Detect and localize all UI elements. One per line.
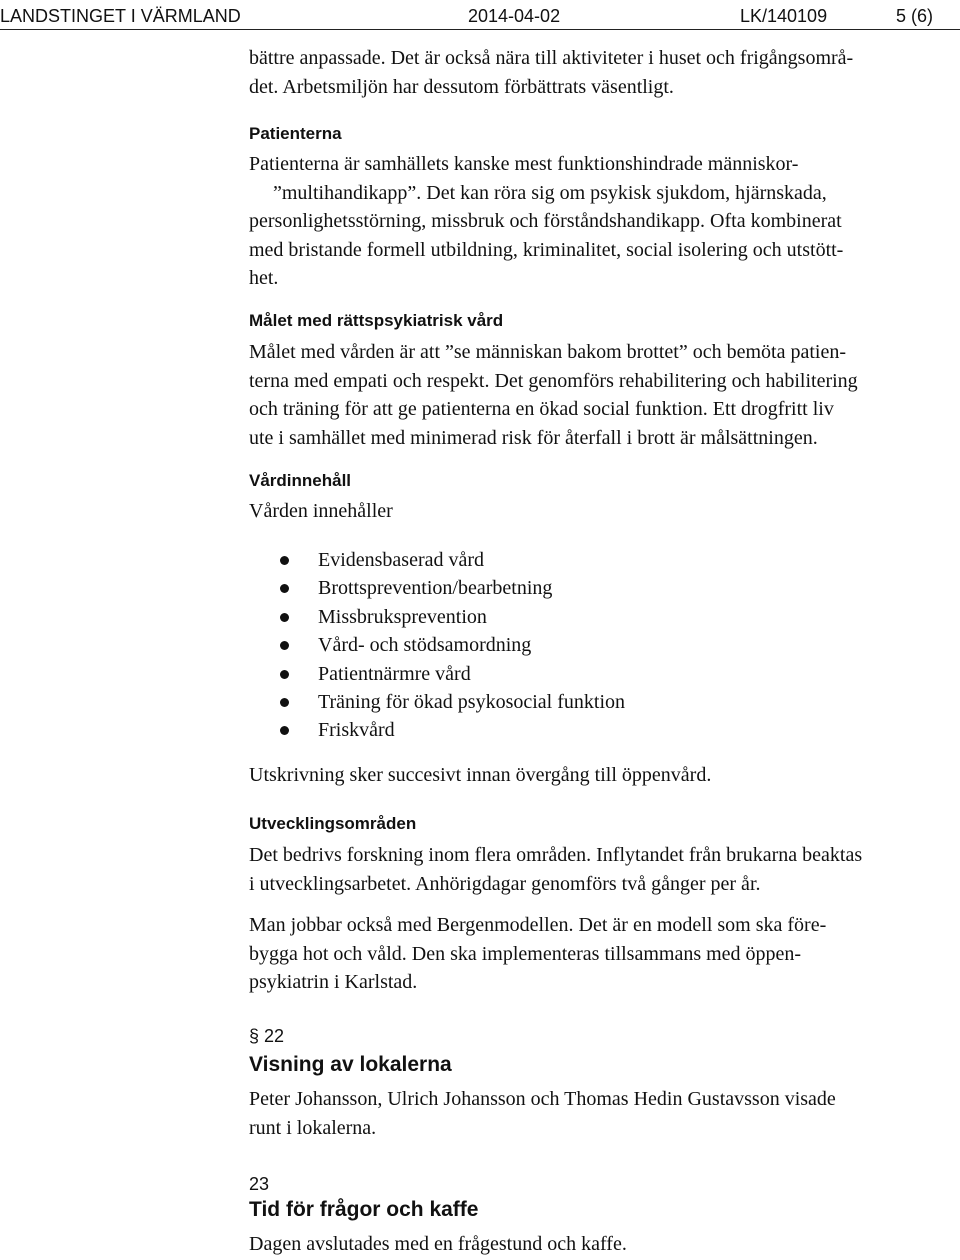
text-line: terna med empati och respekt. Det genomförs rehabilitering och habilitering <box>249 369 858 392</box>
text-line: det. Arbetsmiljön har dessutom förbättrats väsentligt. <box>249 75 674 98</box>
section-title-22: Visning av lokalerna <box>249 1053 452 1076</box>
bullet-icon <box>280 556 289 565</box>
heading-patienterna: Patienterna <box>249 124 342 143</box>
intro-paragraph <box>249 44 959 101</box>
text-line: Man jobbar också med Bergenmodellen. Det är en modell som ska före- <box>249 914 827 936</box>
bullet-icon <box>280 641 289 650</box>
text-line: runt i lokalerna. <box>249 1116 377 1139</box>
heading-malet: Målet med rättspsykiatrisk vård <box>249 311 504 330</box>
text-line: ”multihandikapp”. Det kan röra sig om psykisk sjukdom, hjärnskada, <box>273 181 827 204</box>
list-item: Friskvård <box>249 716 625 744</box>
header-date: 2014-04-02 <box>468 6 561 26</box>
text-line: bättre anpassade. Det är också nära till aktiviteter i huset och frigångsområ- <box>249 47 854 69</box>
text-line: Patienterna är samhällets kanske mest funktionshindrade människor- <box>249 153 799 175</box>
list-item: Vård- och stödsamordning <box>249 631 625 659</box>
section-23-paragraph: Dagen avslutades med en frågestund och kaffe. <box>249 1233 627 1255</box>
page-header <box>0 0 960 32</box>
patienterna-paragraph <box>249 150 959 293</box>
vardinnehall-outro: Utskrivning sker succesivt innan övergång till öppenvård. <box>249 764 712 786</box>
text-line: ute i samhället med minimerad risk för återfall i brott är målsättningen. <box>249 426 818 449</box>
header-page-number: 5 (6) <box>896 6 934 26</box>
header-organization: LANDSTINGET I VÄRMLAND <box>0 6 241 26</box>
list-item: Evidensbaserad vård <box>249 546 625 574</box>
section-title-23: Tid för frågor och kaffe <box>249 1198 479 1221</box>
header-divider <box>0 29 960 30</box>
utveckling-paragraph-2 <box>249 911 959 997</box>
section-number-22: § 22 <box>249 1026 285 1046</box>
list-item: Missbruksprevention <box>249 603 625 631</box>
heading-vardinnehall: Vårdinnehåll <box>249 471 352 490</box>
text-line: Det bedrivs forskning inom flera områden. Inflytandet från brukarna beaktas <box>249 844 863 866</box>
text-line: personlighetsstörning, missbruk och förståndshandikapp. Ofta kombinerat <box>249 210 842 232</box>
text-line: i utvecklingsarbetet. Anhörigdagar genomförs två gånger per år. <box>249 872 761 895</box>
text-line: med bristande formell utbildning, kriminalitet, social isolering och utstött- <box>249 238 844 261</box>
text-line: psykiatrin i Karlstad. <box>249 971 418 993</box>
bullet-icon <box>280 698 289 707</box>
heading-utveckling: Utvecklingsområden <box>249 814 417 833</box>
section-number-23: 23 <box>249 1174 270 1194</box>
list-item: Träning för ökad psykosocial funktion <box>249 688 625 716</box>
section-22-paragraph <box>249 1085 959 1142</box>
bullet-icon <box>280 726 289 735</box>
bullet-icon <box>280 670 289 679</box>
malet-paragraph <box>249 338 959 452</box>
header-reference: LK/140109 <box>740 6 828 26</box>
vardinnehall-intro: Vården innehåller <box>249 500 393 522</box>
bullet-icon <box>280 613 289 622</box>
text-line: bygga hot och våld. Den ska implementeras tillsammans med öppen- <box>249 942 802 965</box>
text-line: het. <box>249 267 279 289</box>
text-line: och träning för att ge patienterna en ökad social funktion. Ett drogfritt liv <box>249 398 834 420</box>
utveckling-paragraph-1 <box>249 841 959 898</box>
vardinnehall-list <box>249 546 625 745</box>
list-item: Brottsprevention/bearbetning <box>249 574 625 602</box>
text-line: Peter Johansson, Ulrich Johansson och Thomas Hedin Gustavsson visade <box>249 1088 836 1110</box>
text-line: Målet med vården är att ”se människan bakom brottet” och bemöta patien- <box>249 341 847 363</box>
list-item: Patientnärmre vård <box>249 660 625 688</box>
bullet-icon <box>280 584 289 593</box>
